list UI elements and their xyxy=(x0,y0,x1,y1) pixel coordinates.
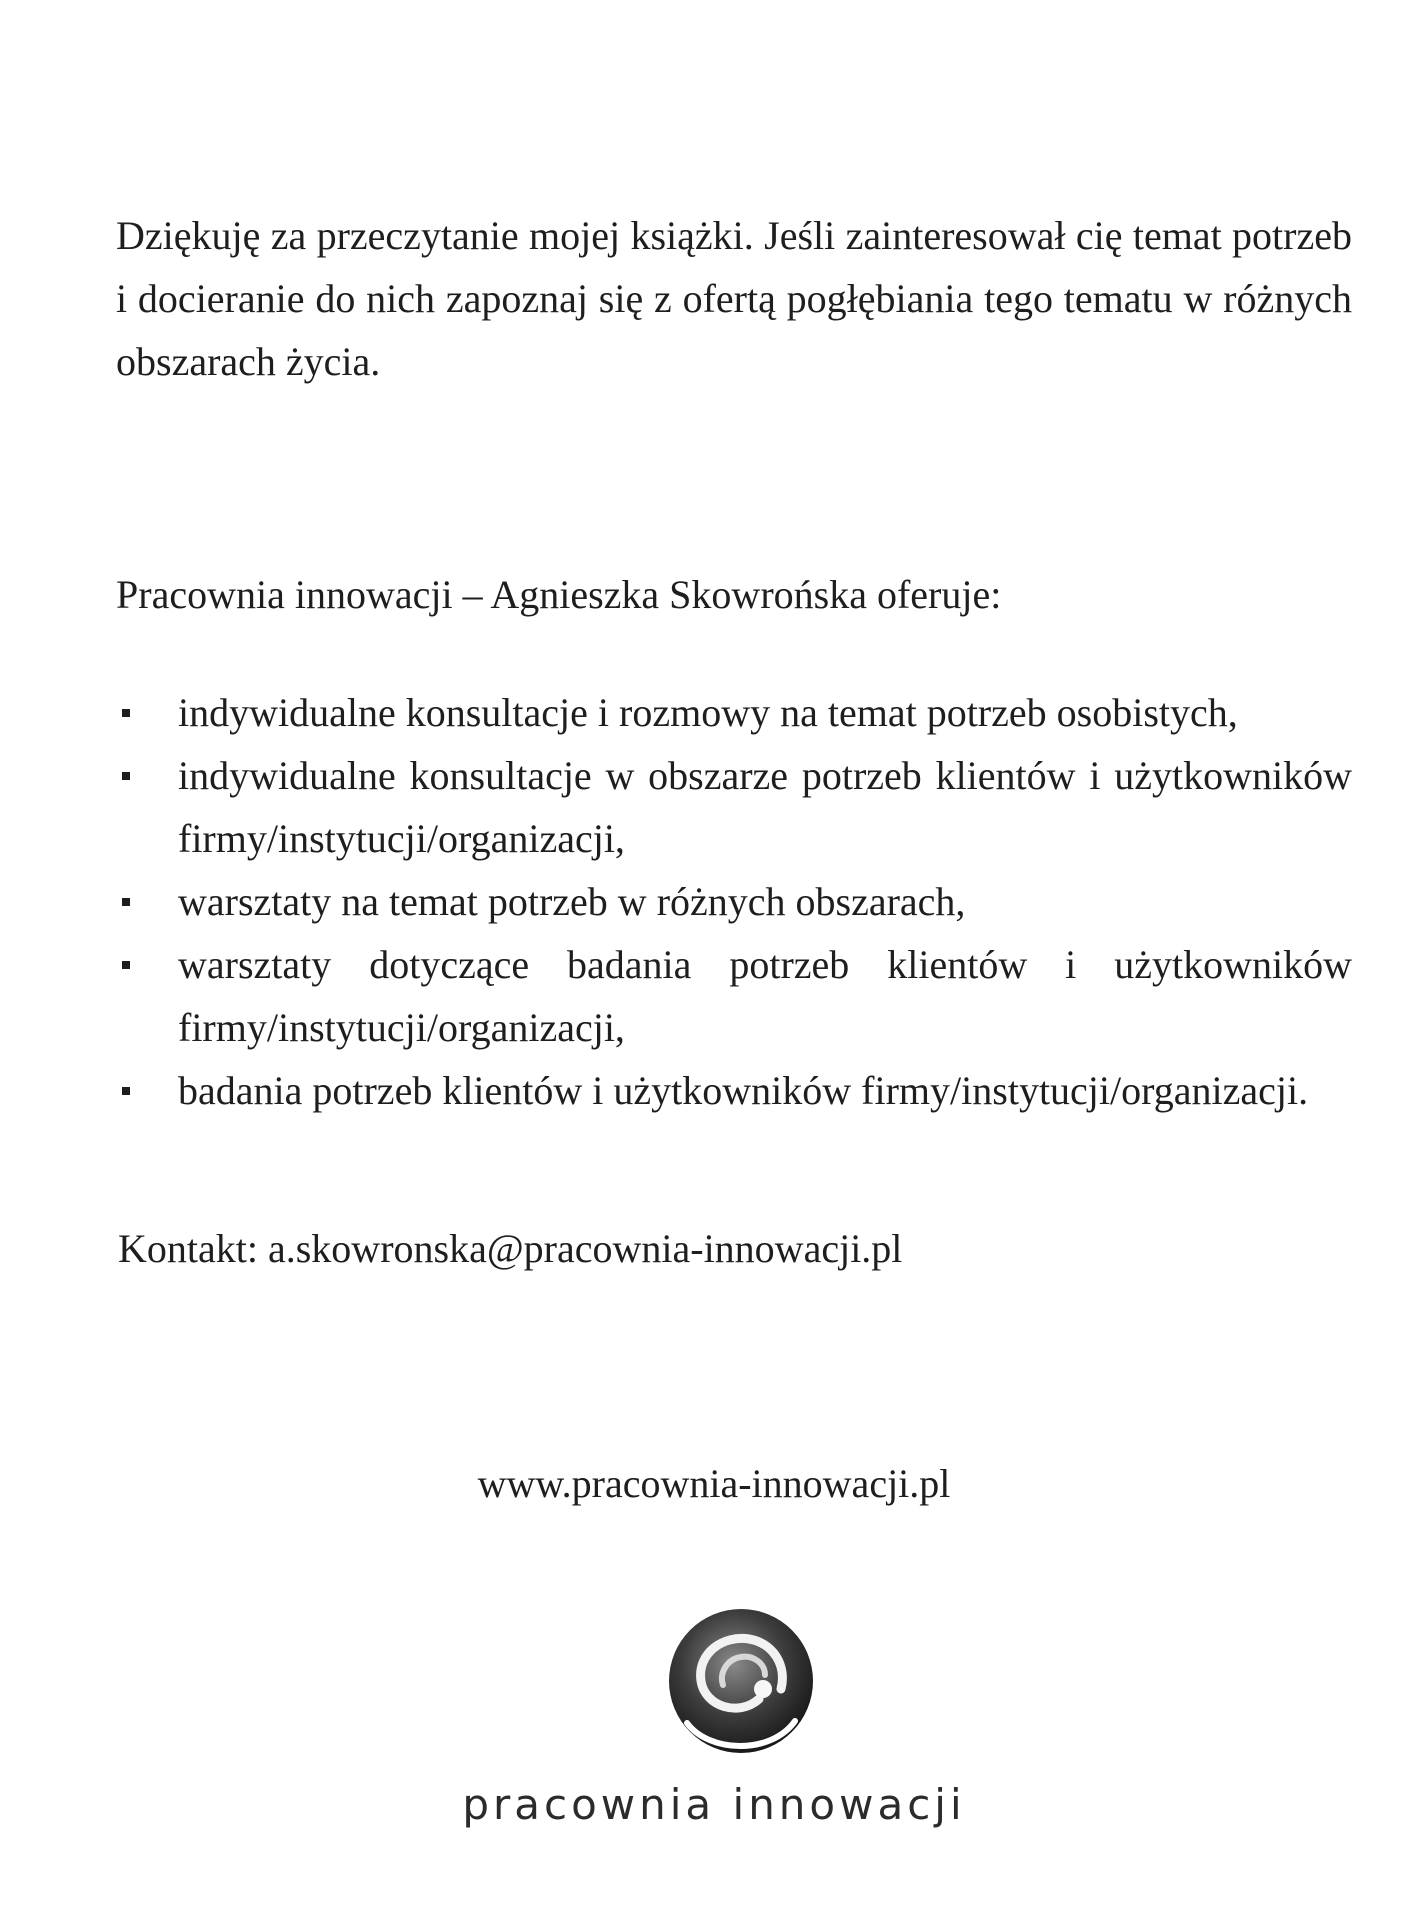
list-item-text: warsztaty dotyczące badania potrzeb klientów i użytkowników firmy/instytucji/organizacji, xyxy=(178,942,1352,1050)
website-url: www.pracownia-innowacji.pl xyxy=(477,1461,951,1506)
square-bullet-icon xyxy=(122,898,130,906)
list-item-text: warsztaty na temat potrzeb w różnych obszarach, xyxy=(178,879,966,924)
square-bullet-icon xyxy=(122,1087,130,1095)
list-item-text: indywidualne konsultacje w obszarze potrzeb klientów i użytkowników firmy/instytucji/organizacji, xyxy=(178,753,1352,861)
list-item xyxy=(116,933,1352,1059)
offer-list xyxy=(116,681,1352,1122)
intro-paragraph: Dziękuję za przeczytanie mojej książki. Jeśli zainteresował cię temat potrzeb i docieranie do nich zapoznaj się z ofertą pogłębiania tego tematu w różnych obszarach życia. xyxy=(116,213,1352,384)
list-item xyxy=(116,870,1352,933)
square-bullet-icon xyxy=(122,772,130,780)
list-item-text: badania potrzeb klientów i użytkowników firmy/instytucji/organizacji. xyxy=(178,1068,1309,1113)
contact-line: Kontakt: a.skowronska@pracownia-innowacji.pl xyxy=(118,1226,903,1271)
list-item xyxy=(116,681,1352,744)
spiral-orb-logo-icon xyxy=(661,1603,821,1763)
square-bullet-icon xyxy=(122,709,130,717)
list-item xyxy=(116,744,1352,870)
list-item xyxy=(116,1059,1352,1122)
logo-wordmark: pracownia innowacji xyxy=(462,1780,966,1829)
offer-heading: Pracownia innowacji – Agnieszka Skowrońska oferuje: xyxy=(116,572,1002,617)
list-item-text: indywidualne konsultacje i rozmowy na temat potrzeb osobistych, xyxy=(178,690,1238,735)
square-bullet-icon xyxy=(122,961,130,969)
